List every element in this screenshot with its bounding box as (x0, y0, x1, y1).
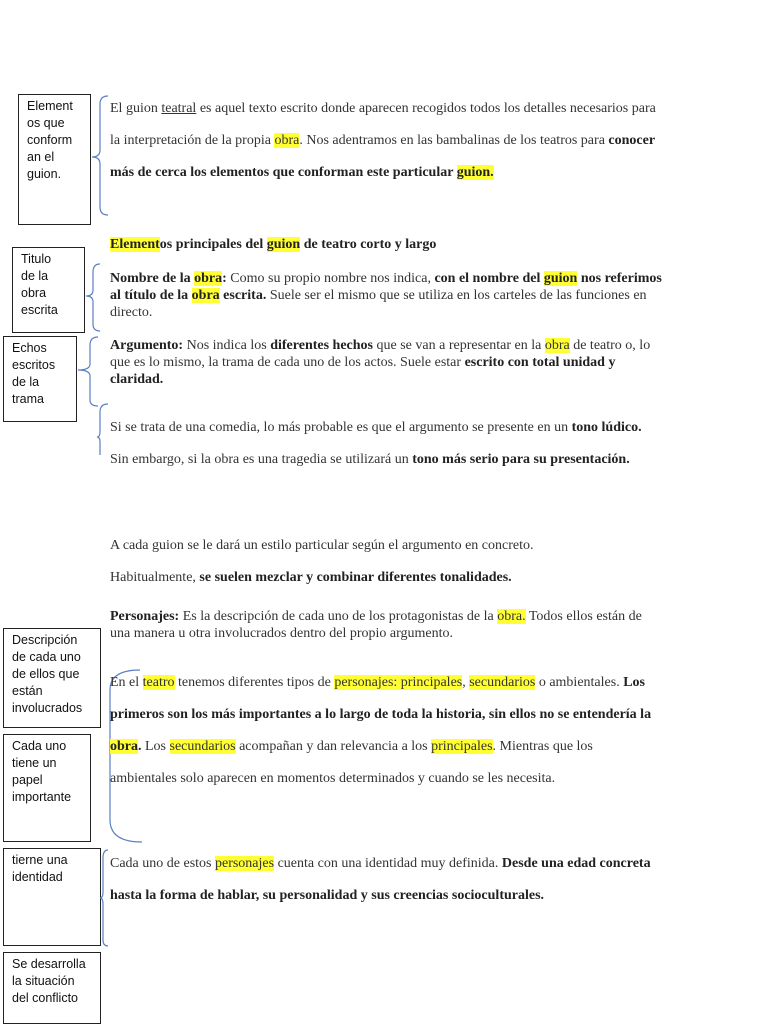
paragraph-argument: Argumento: Nos indica los diferentes hechos que se van a representar en la obra de teatro o, lo que es lo mismo, la trama de cada uno de los actos. Suele estar escrito con total unidad y claridad. (110, 338, 651, 387)
paragraph-style: A cada guion se le dará un estilo particular según el argumento en concreto. (110, 538, 534, 553)
margin-note-elements: Element os que conform an el guion. (18, 94, 91, 225)
margin-note-role: Cada uno tiene un papel importante (3, 734, 91, 842)
paragraph-characters: Personajes: Es la descripción de cada uno de los protagonistas de la obra. Todos ellos están de una manera u otra involucrados dentro del propio argumento. (110, 609, 642, 641)
margin-note-plot: Echos escritos de la trama (3, 336, 77, 422)
paragraph-intro: El guion teatral es aquel texto escrito donde aparecen recogidos todos los detalles necesarios para la interpretación de la propia obra. Nos adentramos en las bambalinas de los teatros para conocer más de cerca los elementos que conforman este particular guion. (110, 101, 656, 180)
paragraph-tone: Si se trata de una comedia, lo más probable es que el argumento se presente en un tono lúdico. Sin embargo, si la obra es una tragedia se utilizará un tono más serio para su presentación. (110, 420, 642, 467)
paragraph-title: Nombre de la obra: Como su propio nombre nos indica, con el nombre del guion nos referimos al título de la obra escrita. Suele ser el mismo que se utiliza en los carteles de las funciones en directo. (110, 271, 662, 320)
paragraph-mix: Habitualmente, se suelen mezclar y combinar diferentes tonalidades. (110, 570, 512, 585)
paragraph-identity: Cada uno de estos personajes cuenta con una identidad muy definida. Desde una edad concreta hasta la forma de hablar, su personalidad y sus creencias socioculturales. (110, 856, 651, 903)
margin-note-identity: tierne una identidad (3, 848, 101, 946)
margin-note-description: Descripción de cada uno de ellos que están involucrados (3, 628, 101, 728)
margin-note-conflict: Se desarrolla la situación del conflicto (3, 952, 101, 1024)
section-heading: Elementos principales del guion de teatro corto y largo (110, 237, 437, 252)
paragraph-character-types: En el teatro tenemos diferentes tipos de personajes: principales, secundarios o ambientales. Los primeros son los más importantes a lo largo de toda la historia, sin ellos no se entendería la obra. Los secundarios acompañan y dan relevancia a los principales. Mientras que los ambientales solo aparecen en momentos determinados y cuando se les necesita. (110, 675, 652, 786)
margin-note-title: Titulo de la obra escrita (12, 247, 85, 333)
